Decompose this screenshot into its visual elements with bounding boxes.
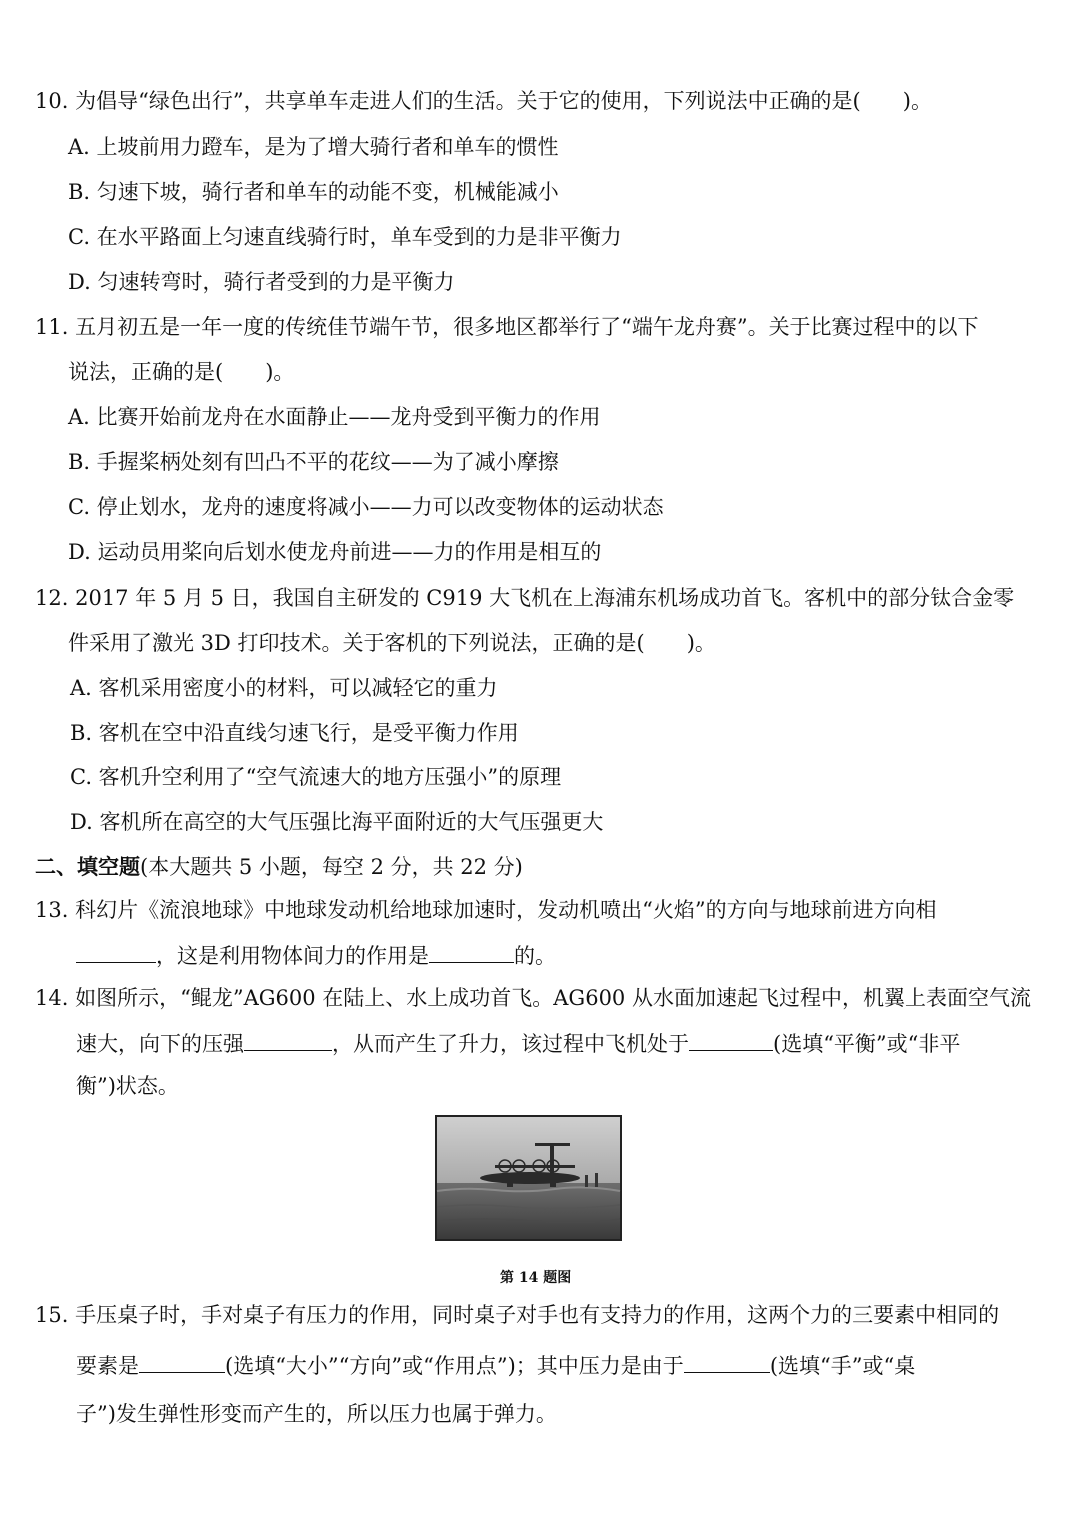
question-15-line3: 子”)发生弹性形变而产生的，所以压力也属于弹力。 <box>76 1402 557 1426</box>
question-text: 为倡导“绿色出行”，共享单车走进人们的生活。关于它的使用，下列说法中正确的是( )。 <box>75 89 932 113</box>
question-15-line2 <box>76 1354 915 1377</box>
question-14-line3: 衡”)状态。 <box>76 1074 179 1098</box>
question-text: ，这是利用物体间力的作用是 <box>156 944 429 968</box>
q11-option-c: C. 停止划水，龙舟的速度将减小——力可以改变物体的运动状态 <box>68 495 664 519</box>
question-number: 13. <box>35 898 69 922</box>
question-number: 10. <box>35 89 69 113</box>
q10-option-b: B. 匀速下坡，骑行者和单车的动能不变，机械能减小 <box>68 180 559 204</box>
seaplane-photo <box>435 1115 622 1241</box>
section-heading <box>35 856 523 878</box>
q10-option-a: A. 上坡前用力蹬车，是为了增大骑行者和单车的惯性 <box>68 135 559 159</box>
question-text: 速大，向下的压强 <box>76 1032 244 1056</box>
question-text: 手压桌子时，手对桌子有压力的作用，同时桌子对手也有支持力的作用，这两个力的三要素中相同的 <box>75 1303 1000 1327</box>
question-13-line1 <box>35 900 937 921</box>
question-text: ，从而产生了升力，该过程中飞机处于 <box>332 1032 689 1056</box>
question-12-stem-line1 <box>35 588 1014 609</box>
q11-option-b: B. 手握桨柄处刻有凹凸不平的花纹——为了减小摩擦 <box>68 450 559 474</box>
question-14-line2 <box>76 1032 960 1055</box>
q11-option-d: D. 运动员用桨向后划水使龙舟前进——力的作用是相互的 <box>68 540 602 564</box>
answer-blank[interactable] <box>429 944 514 963</box>
question-text: 科幻片《流浪地球》中地球发动机给地球加速时，发动机喷出“火焰”的方向与地球前进方向相 <box>75 898 937 922</box>
q12-option-c: C. 客机升空利用了“空气流速大的地方压强小”的原理 <box>70 765 562 789</box>
question-number: 11. <box>35 315 69 339</box>
section-title: 二、填空题 <box>35 854 140 879</box>
answer-blank[interactable] <box>76 944 156 963</box>
q10-option-d: D. 匀速转弯时，骑行者受到的力是平衡力 <box>68 270 455 294</box>
question-13-line2 <box>76 944 556 967</box>
question-number: 14. <box>35 986 69 1010</box>
question-text: 2017 年 5 月 5 日，我国自主研发的 C919 大飞机在上海浦东机场成功首飞。客机中的部分钛合金零 <box>75 586 1015 610</box>
answer-blank[interactable] <box>139 1354 225 1373</box>
section-note: (本大题共 5 小题，每空 2 分，共 22 分) <box>140 855 523 879</box>
answer-blank[interactable] <box>684 1354 770 1373</box>
question-text: 如图所示，“鲲龙”AG600 在陆上、水上成功首飞。AG600 从水面加速起飞过程中，机翼上表面空气流 <box>75 986 1031 1010</box>
question-15-line1 <box>35 1305 999 1326</box>
question-12-stem-line2: 件采用了激光 3D 打印技术。关于客机的下列说法，正确的是( )。 <box>68 631 716 655</box>
q11-option-a: A. 比赛开始前龙舟在水面静止——龙舟受到平衡力的作用 <box>68 405 601 429</box>
question-14-line1 <box>35 988 1031 1009</box>
figure-caption: 第 14 题图 <box>500 1270 572 1286</box>
q12-option-d: D. 客机所在高空的大气压强比海平面附近的大气压强更大 <box>70 810 604 834</box>
question-text: 要素是 <box>76 1354 139 1378</box>
question-11-stem-line1 <box>35 317 979 338</box>
question-11-stem-line2: 说法，正确的是( )。 <box>68 360 295 384</box>
question-text: (选填“平衡”或“非平 <box>773 1032 961 1056</box>
q12-option-a: A. 客机采用密度小的材料，可以减轻它的重力 <box>70 676 498 700</box>
question-text: 五月初五是一年一度的传统佳节端午节，很多地区都举行了“端午龙舟赛”。关于比赛过程中的以下 <box>75 315 979 339</box>
q10-option-c: C. 在水平路面上匀速直线骑行时，单车受到的力是非平衡力 <box>68 225 622 249</box>
question-text: (选填“手”或“桌 <box>769 1354 916 1378</box>
question-number: 15. <box>35 1303 69 1327</box>
question-text: (选填“大小”“方向”或“作用点”)；其中压力是由于 <box>225 1354 684 1378</box>
question-number: 12. <box>35 586 69 610</box>
answer-blank[interactable] <box>244 1032 332 1051</box>
answer-blank[interactable] <box>689 1032 773 1051</box>
question-text: 的。 <box>514 944 556 968</box>
question-10-stem <box>35 91 932 112</box>
q12-option-b: B. 客机在空中沿直线匀速飞行，是受平衡力作用 <box>70 721 519 745</box>
